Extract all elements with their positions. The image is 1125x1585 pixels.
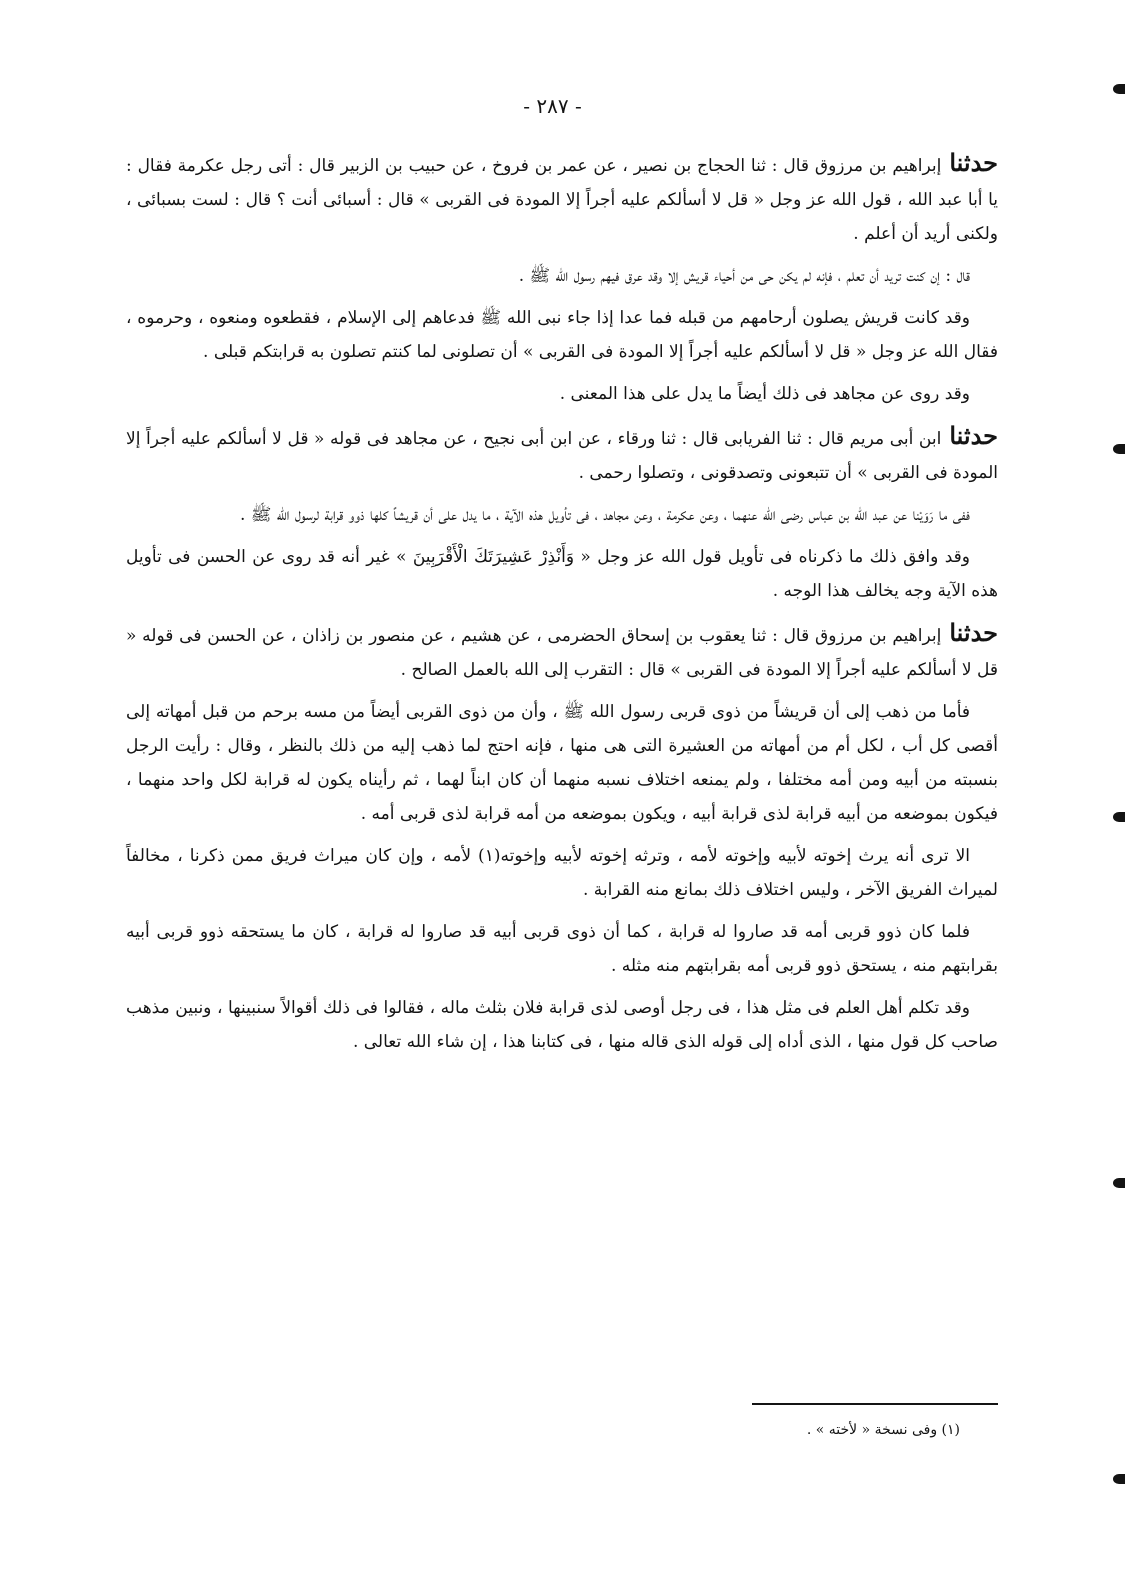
paragraph [126, 259, 998, 293]
page-edge-mark [1113, 84, 1125, 94]
paragraph [126, 377, 998, 411]
paragraph [126, 839, 998, 907]
paragraph-text: فلما كان ذوو قربى أمه قد صاروا له قرابة ، كما أن ذوى قربى أبيه قد صاروا له قرابة ، كان ما يستحقه ذوو قربى أبيه بقرابتهم منه ، يستحق ذوو قربى أمه بقرابتهم منه مثله . [126, 922, 998, 976]
paragraph-text: إبراهيم بن مرزوق قال : ثنا الحجاج بن نصير ، عن عمر بن فروخ ، عن حبيب بن الزبير قال : أتى رجل عكرمة فقال : يا أبا عبد الله ، قول الله عز وجل « قل لا أسألكم عليه أجراً إلا المودة فى القربى » قال : أسبائى أنت ؟ قال : لست بسبائى ، ولكنى أريد أن أعلم . [126, 156, 998, 244]
paragraph-text: ففى ما رَوَيْنا عن عبد الله بن عباس رضى الله عنهما ، وعن عكرمة ، وعن مجاهد ، فى تأويل هذه الآية ، ما يدل على أن قريشاً كلها ذوو قرابة لرسول الله ﷺ . [240, 505, 970, 525]
paragraph [126, 146, 998, 251]
main-text [126, 146, 998, 1067]
footnote-divider [752, 1403, 998, 1405]
paragraph-text: وقد كانت قريش يصلون أرحامهم من قبله فما عدا إذا جاء نبى الله ﷺ فدعاهم إلى الإسلام ، فقطعوه ومنعوه ، وحرموه ، فقال الله عز وجل « قل لا أسألكم عليه أجراً إلا المودة فى القربى » أن تصلونى لما كنتم تصلون به قرابتكم قبلى . [126, 308, 998, 362]
page-edge-mark [1113, 444, 1125, 454]
page-number: - ٢٨٧ - [523, 94, 582, 118]
paragraph [126, 419, 998, 490]
paragraph-text: الا ترى أنه يرث إخوته لأبيه وإخوته لأمه ، وترثه إخوته لأبيه وإخوته(١) لأمه ، وإن كان ميراث فريق ممن ذكرنا ، مخالفاً لميراث الفريق الآخر ، وليس اختلاف ذلك بمانع منه القرابة . [126, 846, 998, 900]
paragraph [126, 540, 998, 608]
paragraph-text: ابن أبى مريم قال : ثنا الفريابى قال : ثنا ورقاء ، عن ابن أبى نجيح ، عن مجاهد فى قوله « قل لا أسألكم عليه أجراً إلا المودة فى القربى » أن تتبعونى وتصدقونى ، وتصلوا رحمى . [126, 429, 998, 483]
paragraph [126, 915, 998, 983]
paragraph-text: وقد تكلم أهل العلم فى مثل هذا ، فى رجل أوصى لذى قرابة فلان بثلث ماله ، فقالوا فى ذلك أقوالاً سنبينها ، ونبين مذهب صاحب كل قول منها ، الذى أداه إلى قوله الذى قاله منها ، فى كتابنا هذا ، إن شاء الله تعالى . [126, 998, 998, 1052]
paragraph-text: وقد روى عن مجاهد فى ذلك أيضاً ما يدل على هذا المعنى . [559, 384, 970, 404]
paragraph [126, 695, 998, 831]
lead-word: حدثنا [949, 148, 998, 177]
paragraph-text: إبراهيم بن مرزوق قال : ثنا يعقوب بن إسحاق الحضرمى ، عن هشيم ، عن منصور بن زاذان ، عن الحسن فى قوله « قل لا أسألكم عليه أجراً إلا المودة فى القربى » قال : التقرب إلى الله بالعمل الصالح . [126, 626, 998, 680]
paragraph-text: فأما من ذهب إلى أن قريشاً من ذوى قربى رسول الله ﷺ ، وأن من ذوى القربى أيضاً من مسه برحم من قبل أمهاته إلى أقصى كل أب ، لكل أم من أمهاته من العشيرة التى هى منها ، فإنه احتج لما ذهب إليه من ذلك بالنظر ، وقال : رأيت الرجل بنسبته من أبيه ومن أمه مختلفا ، ولم يمنعه اختلاف نسبه منهما أن كان ابناً لهما ، ثم رأيناه يكون له قرابة لكل واحد منهما ، فيكون بموضعه من أبيه قرابة لذى قرابة أبيه ، ويكون بموضعه من أمه قرابة لذى قربى أمه . [126, 702, 998, 824]
page-edge-mark [1113, 812, 1125, 822]
page-edge-mark [1113, 1474, 1125, 1484]
page-edge-mark [1113, 1178, 1125, 1188]
paragraph [126, 616, 998, 687]
paragraph [126, 991, 998, 1059]
paragraph [126, 498, 998, 532]
paragraph-text: وقد وافق ذلك ما ذكرناه فى تأويل قول الله عز وجل « وَأَنْذِرْ عَشِيرَتَكَ الْأَقْرَبِينَ » غير أنه قد روى عن الحسن فى تأويل هذه الآية وجه يخالف هذا الوجه . [126, 547, 998, 601]
lead-word: حدثنا [949, 421, 998, 450]
lead-word: حدثنا [949, 618, 998, 647]
footnote: (١) وفى نسخة « لأخته » . [806, 1422, 960, 1438]
paragraph [126, 301, 998, 369]
paragraph-text: قال : إن كنت تريد أن تعلم ، فإنه لم يكن حى من أحياء قريش إلا وقد عرق فيهم رسول الله ﷺ . [518, 266, 970, 286]
